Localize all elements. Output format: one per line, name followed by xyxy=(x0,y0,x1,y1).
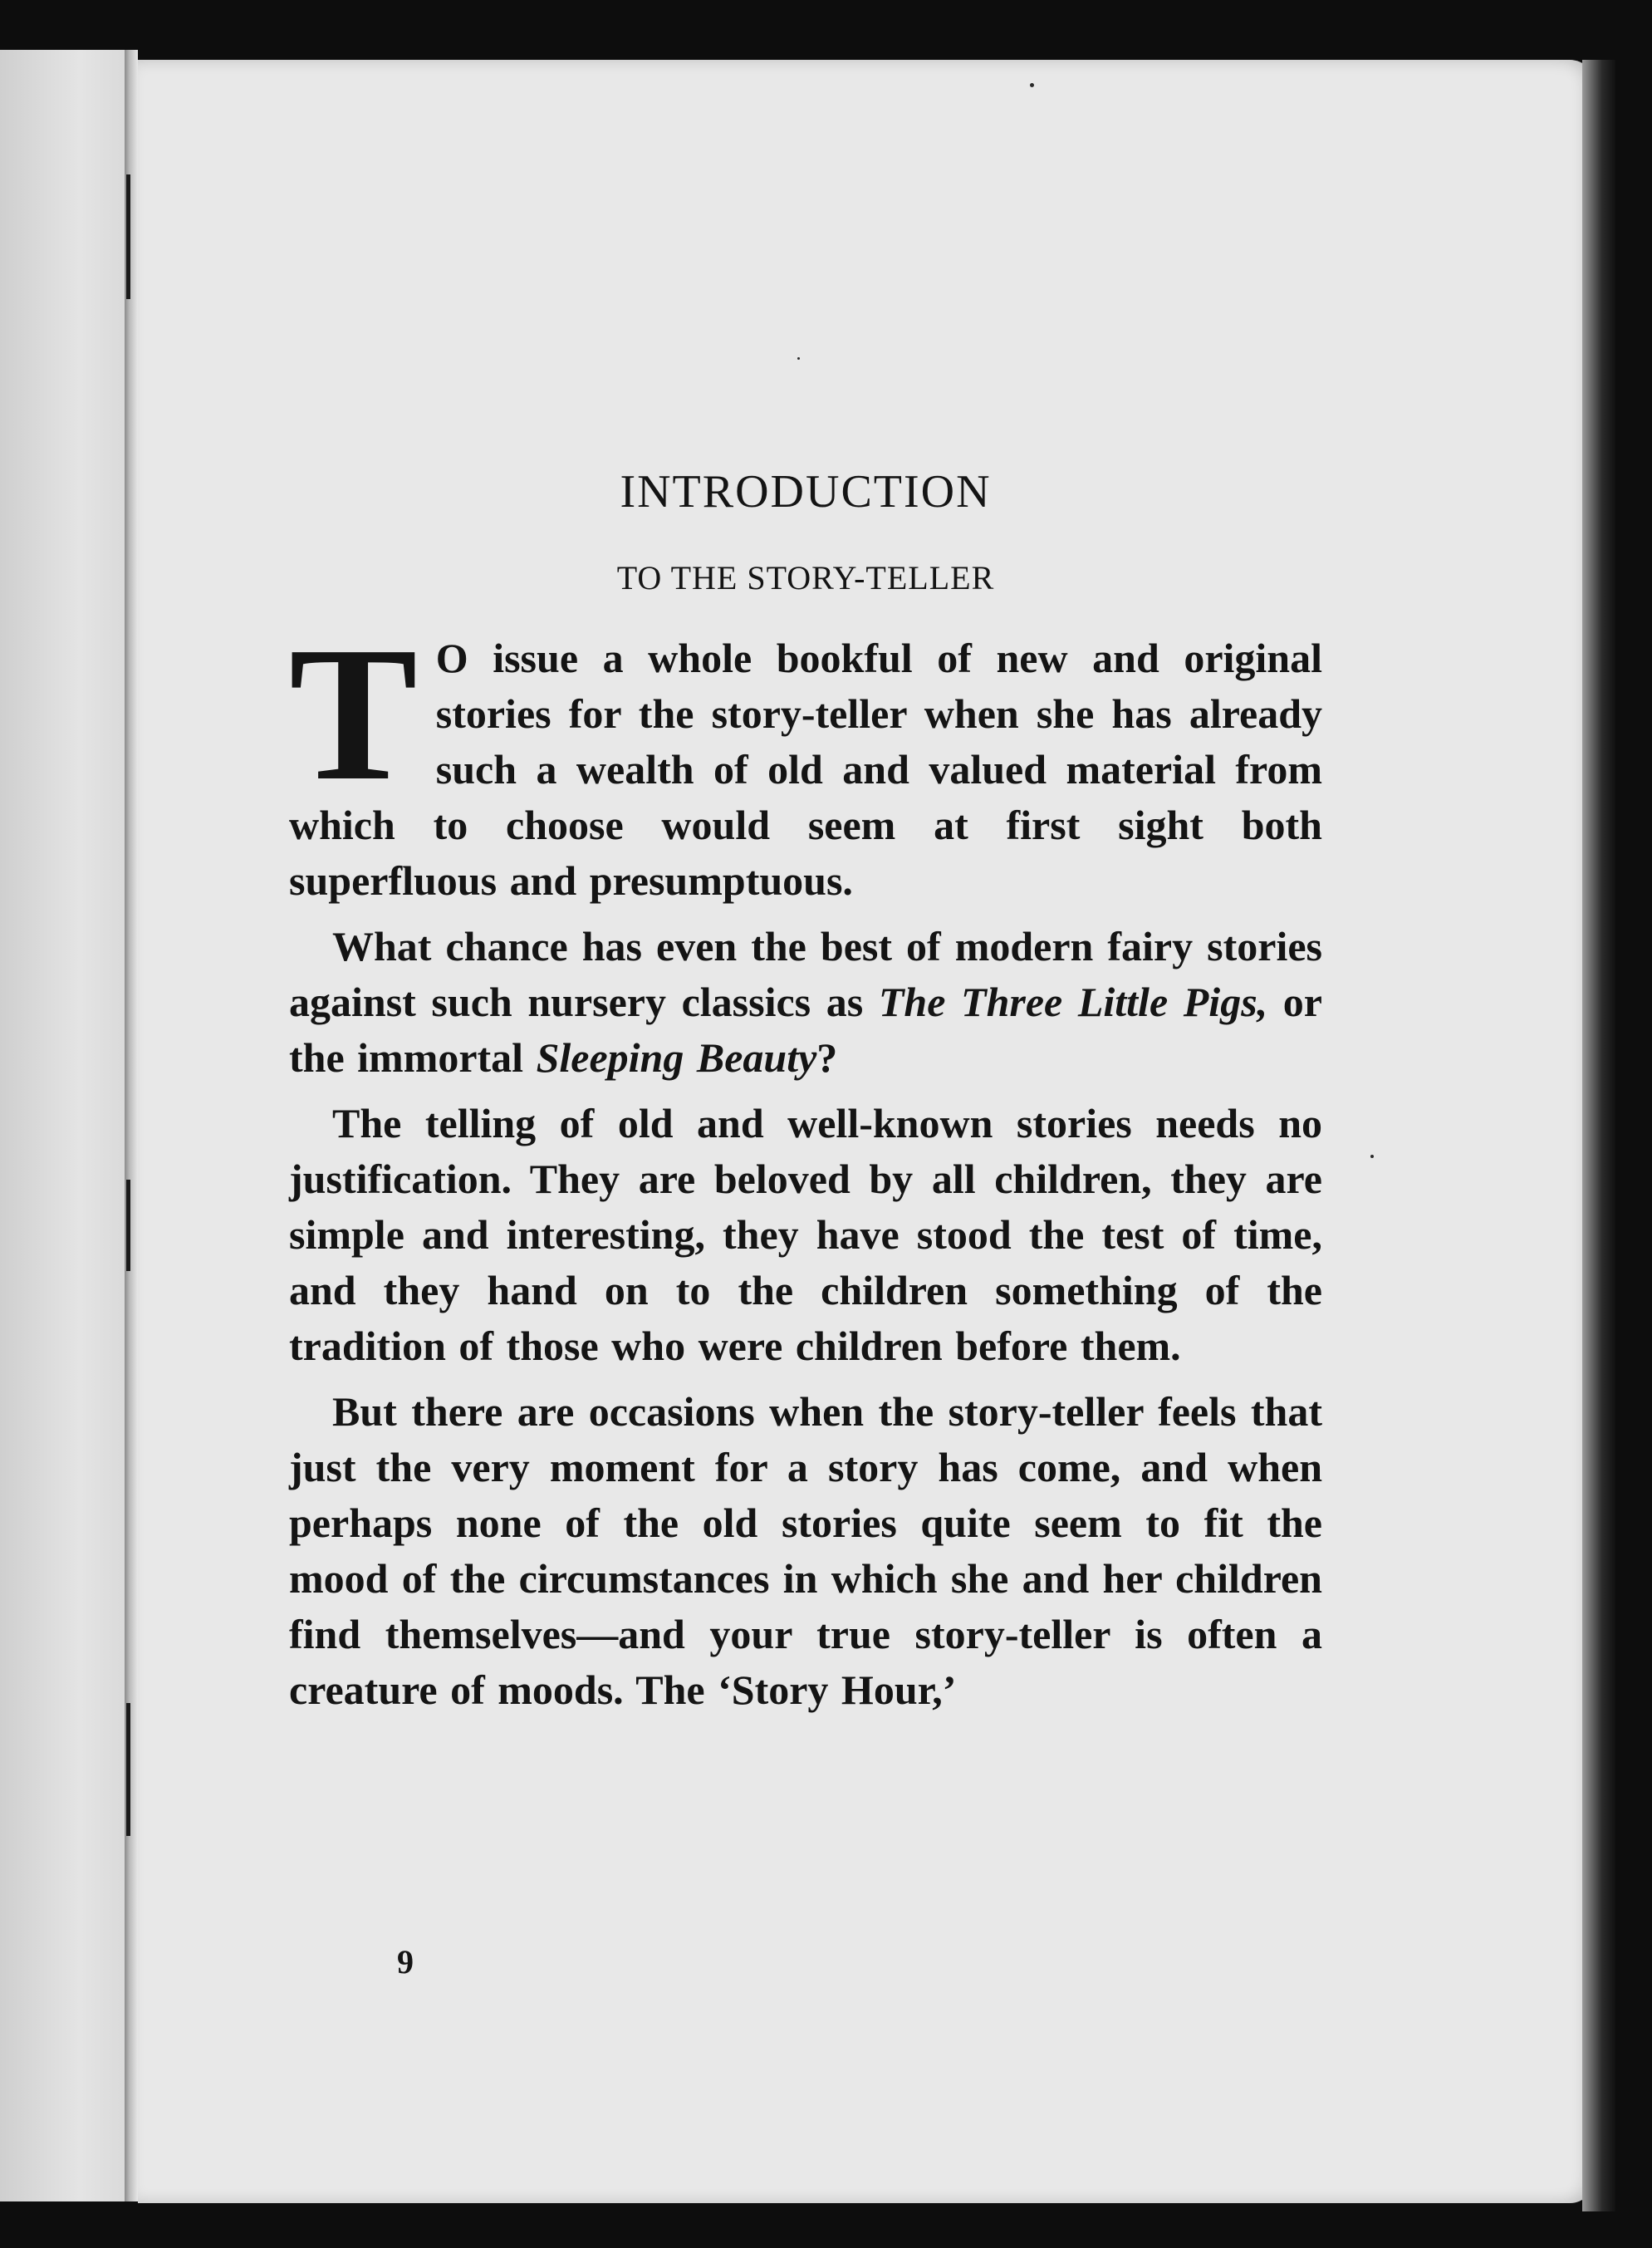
gutter-shadow-mark xyxy=(126,174,130,299)
paragraph xyxy=(289,1096,1322,1374)
body-text xyxy=(289,607,1322,1718)
gutter-shadow-mark xyxy=(126,1180,130,1271)
binding-gutter xyxy=(125,50,138,2201)
gutter-shadow-mark xyxy=(126,1703,130,1836)
text-segment: or the immortal xyxy=(289,979,1322,1081)
text-segment: ? xyxy=(816,1034,838,1081)
italic-title: The Three Little Pigs, xyxy=(878,979,1268,1025)
page-number: 9 xyxy=(397,1943,414,1980)
drop-cap: T xyxy=(289,607,418,821)
italic-title: Sleeping Beauty xyxy=(536,1034,817,1081)
chapter-heading: INTRODUCTION xyxy=(620,466,992,518)
page-content xyxy=(289,465,1322,1728)
text-segment: What chance has even the best of modern fairy stories against such nursery classics as xyxy=(289,923,1322,1025)
paragraph xyxy=(289,607,1322,909)
dust-speck xyxy=(1370,1155,1374,1158)
text-segment: O issue a whole bookful of new and original stories for the story-teller when she has already such a wealth of old and valued material from which to choose would seem at first sight both superfluous and presumptuous. xyxy=(289,635,1322,904)
dust-speck xyxy=(1030,83,1034,87)
text-segment: The telling of old and well-known stories needs no justification. They are beloved by all children, they are simple and interesting, they have stood the test of time, and they hand on to the children something of the tradition of those who were children before them. xyxy=(289,1100,1322,1369)
paragraph xyxy=(289,1384,1322,1718)
right-page-edge xyxy=(1582,60,1615,2211)
left-page-edge xyxy=(0,50,133,2201)
chapter-subheading: TO THE STORY-TELLER xyxy=(616,559,995,596)
dust-speck xyxy=(797,357,800,360)
paragraph xyxy=(289,919,1322,1086)
text-segment: But there are occasions when the story-teller feels that just the very moment for a story has come, and when perhaps none of the old stories quite seem to fit the mood of the circumstances in which she and her children find themselves—and your true story-teller is often a creature of moods. The ‘Story Hour,’ xyxy=(289,1388,1322,1713)
